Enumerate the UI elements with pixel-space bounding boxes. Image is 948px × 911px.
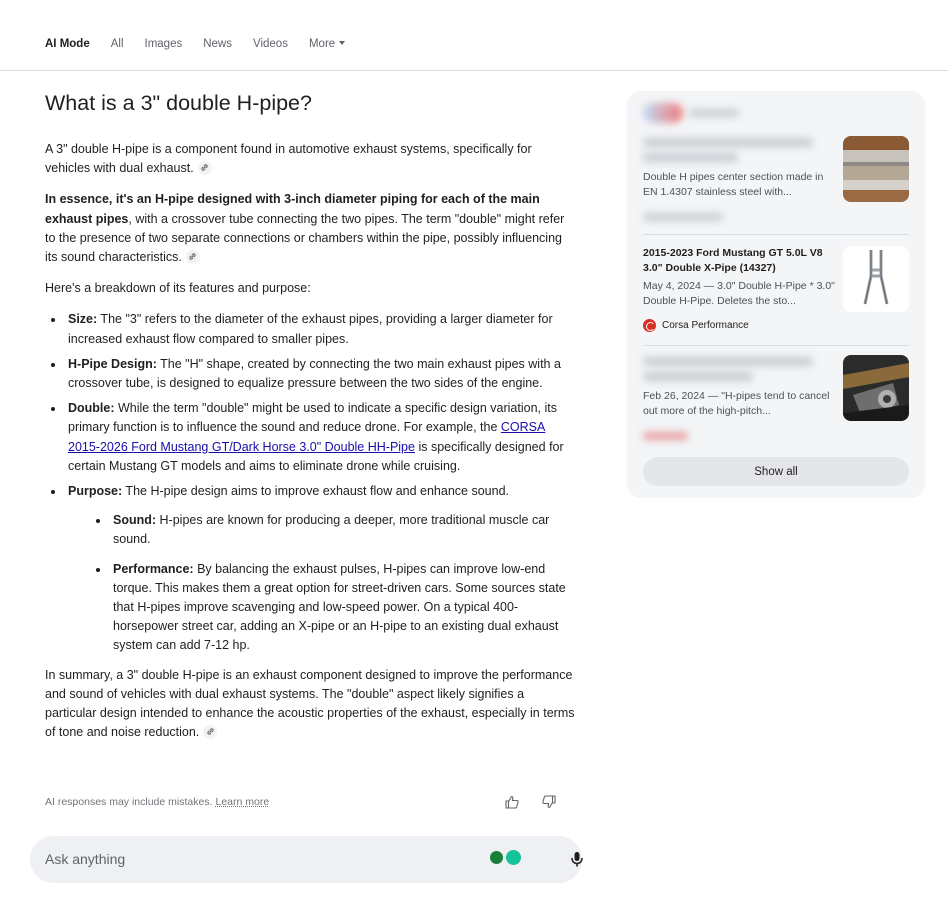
purpose-sublist — [90, 511, 575, 655]
source-link-icon[interactable] — [198, 161, 212, 175]
extension-pin-icon[interactable] — [490, 851, 503, 864]
source-favicon — [643, 103, 683, 123]
blurred-title — [643, 357, 813, 366]
intro-text: A 3" double H-pipe is a component found in automotive exhaust systems, specifically for vehicles with dual exhaust. — [45, 142, 532, 176]
card-snippet: May 4, 2024 — 3.0" Double H-Pipe * 3.0" Double H-Pipe. Deletes the sto... — [643, 280, 835, 307]
thumbs-up-icon[interactable] — [504, 794, 520, 810]
feature-list — [45, 310, 575, 655]
card-divider — [643, 345, 909, 346]
corsa-logo-icon — [643, 319, 656, 332]
card-thumbnail — [843, 355, 909, 421]
grammarly-icon[interactable] — [506, 850, 521, 865]
bullet-label: Double: — [68, 401, 115, 416]
card-snippet: Feb 26, 2024 — "H-pipes tend to cancel out more of the high-pitch... — [643, 390, 830, 417]
search-tabs — [45, 38, 366, 50]
ai-disclaimer — [45, 796, 269, 808]
answer-breakdown: Here's a breakdown of its features and purpose: — [45, 281, 311, 296]
list-item — [90, 560, 575, 656]
answer-essence — [45, 190, 575, 267]
card-title: 2015-2023 Ford Mustang GT 5.0L V8 3.0" Double X-Pipe (14327) — [643, 247, 823, 274]
card-snippet: Double H pipes center section made in EN 1.4307 stainless steel with... — [643, 171, 824, 198]
show-all-button[interactable]: Show all — [643, 457, 909, 486]
microphone-icon[interactable] — [568, 850, 586, 868]
bullet-label: Performance: — [113, 561, 194, 576]
tab-news[interactable]: News — [203, 38, 232, 50]
list-item — [90, 511, 575, 549]
blurred-title — [643, 372, 753, 381]
source-link-icon[interactable] — [186, 250, 200, 264]
source-link-icon[interactable] — [203, 725, 217, 739]
ask-bar — [30, 836, 582, 883]
bullet-label: Size: — [68, 312, 98, 327]
card-divider — [643, 234, 909, 235]
bullet-label: H-Pipe Design: — [68, 356, 157, 371]
bullet-text: H-pipes are known for producing a deeper, more traditional muscle car sound. — [113, 513, 550, 547]
blurred-title — [643, 138, 813, 147]
tab-ai-mode[interactable]: AI Mode — [45, 38, 90, 50]
card-thumbnail — [843, 136, 909, 202]
tab-videos[interactable]: Videos — [253, 38, 288, 50]
blurred-text — [689, 109, 739, 117]
answer-title: What is a 3" double H-pipe? — [45, 91, 312, 115]
tab-more[interactable] — [309, 38, 345, 50]
tab-more-label: More — [308, 38, 336, 50]
learn-more-link[interactable]: Learn more — [215, 796, 270, 808]
list-item — [45, 482, 575, 656]
bullet-text: The "3" refers to the diameter of the exhaust pipes, providing a larger diameter for increased exhaust flow compared to smaller pipes. — [68, 312, 553, 346]
card-source — [643, 319, 909, 332]
thumbs-down-icon[interactable] — [541, 794, 557, 810]
caret-down-icon — [339, 41, 345, 45]
corsa-product-link[interactable]: CORSA 2015-2026 Ford Mustang GT/Dark Horse 3.0" Double HH-Pipe — [68, 420, 546, 454]
bullet-text: While the term "double" might be used to indicate a specific design variation, its primary function is to influence the sound and reduce drone. For example, the — [68, 401, 557, 435]
bullet-label: Purpose: — [68, 484, 123, 499]
ask-input[interactable] — [45, 848, 445, 870]
source-card[interactable] — [643, 246, 909, 332]
answer-summary — [45, 666, 575, 743]
tab-all[interactable]: All — [110, 38, 124, 50]
card-thumbnail — [843, 246, 909, 312]
list-item — [45, 310, 575, 348]
answer-intro — [45, 140, 575, 178]
bullet-text: The H-pipe design aims to improve exhaust flow and enhance sound. — [122, 484, 509, 499]
summary-text: In summary, a 3" double H-pipe is an exhaust component designed to improve the performance and sound of vehicles with dual exhaust systems. The "double" aspect likely signifies a particular design intended to enhance the acoustic properties of the exhaust, especially in terms of tone and noise reduction. — [45, 667, 575, 740]
essence-bold: In essence, it's an H-pipe designed with 3-inch diameter piping for each of the main exhaust pipes — [45, 192, 540, 226]
source-name: Corsa Performance — [662, 320, 749, 331]
sources-panel — [627, 91, 925, 498]
bullet-text: By balancing the exhaust pulses, H-pipes can improve low-end torque. This makes them a great option for street-driven cars. Some sources state that H-pipes improve scavenging and low-speed power. On a typical 400-horsepower street car, adding an X-pipe or an H-pipe to an existing dual exhaust system can add 7-12 hp. — [113, 561, 566, 653]
sources-header — [643, 103, 773, 123]
bullet-text: The "H" shape, created by connecting the two main exhaust pipes with a crossover tube, is designed to equalize pressure between the two sides of the engine. — [68, 356, 561, 391]
blurred-title — [643, 153, 738, 162]
disclaimer-text: AI responses may include mistakes. — [45, 796, 213, 808]
list-item — [45, 399, 575, 476]
bullet-label: Sound: — [113, 513, 157, 528]
blurred-source — [643, 432, 688, 440]
top-nav — [0, 0, 948, 71]
ai-answer — [45, 88, 575, 754]
tab-images[interactable]: Images — [144, 38, 183, 50]
blurred-source — [643, 213, 723, 221]
bullet-text: is specifically designed for certain Mustang GT models and aims to eliminate drone while cruising. — [68, 439, 564, 473]
essence-text: , with a crossover tube connecting the two pipes. The term "double" might refer to the presence of two separate connections or chambers within the pipe, possibly influencing its sound characteristics. — [45, 211, 565, 265]
list-item — [45, 355, 575, 393]
